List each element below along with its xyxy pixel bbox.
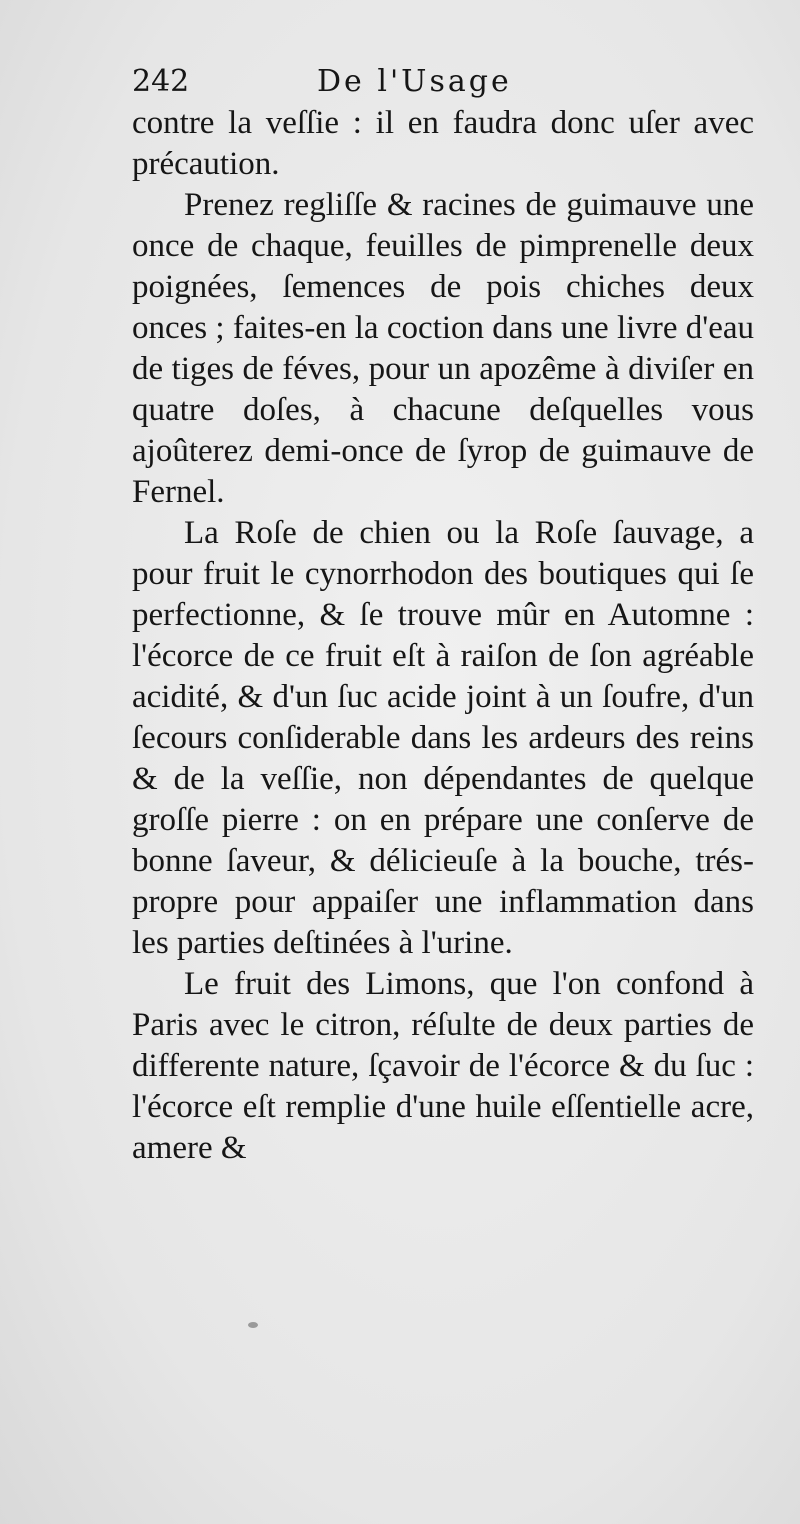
page-header	[132, 62, 752, 102]
ink-mark	[248, 1322, 258, 1328]
paragraph: La Roſe de chien ou la Roſe ſauvage, a pour fruit le cynorrhodon des boutiques qui ſe perfectionne, & ſe trouve mûr en Automne : l'écorce de ce fruit eſt à raiſon de ſon agréable acidité, & d'un ſuc acide joint à un ſoufre, d'un ſecours conſiderable dans les ardeurs des reins & de la veſſie, non dépendantes de quelque groſſe pierre : on en prépare une conſerve de bonne ſaveur, & délicieuſe à la bouche, trés-propre pour appaiſer une inflammation dans les parties deſtinées à l'urine.	[132, 515, 754, 961]
paragraph: Le fruit des Limons, que l'on confond à Paris avec le citron, réſulte de deux parties de differente nature, ſçavoir de l'écorce & du ſuc : l'écorce eſt remplie d'une huile eſſentielle acre, amere &	[132, 966, 754, 1166]
paragraph: contre la veſſie : il en faudra donc uſer avec précaution.	[132, 105, 754, 182]
body-text	[132, 103, 754, 1169]
paragraph: Prenez regliſſe & racines de guimauve une once de chaque, feuilles de pimprenelle deux poignées, ſemences de pois chiches deux onces ; faites-en la coction dans une livre d'eau de tiges de féves, pour un apozême à diviſer en quatre doſes, à chacune deſquelles vous ajoûterez demi-once de ſyrop de guimauve de Fernel.	[132, 187, 754, 510]
running-head: De l'Usage	[317, 64, 512, 99]
page-number: 242	[132, 64, 190, 99]
